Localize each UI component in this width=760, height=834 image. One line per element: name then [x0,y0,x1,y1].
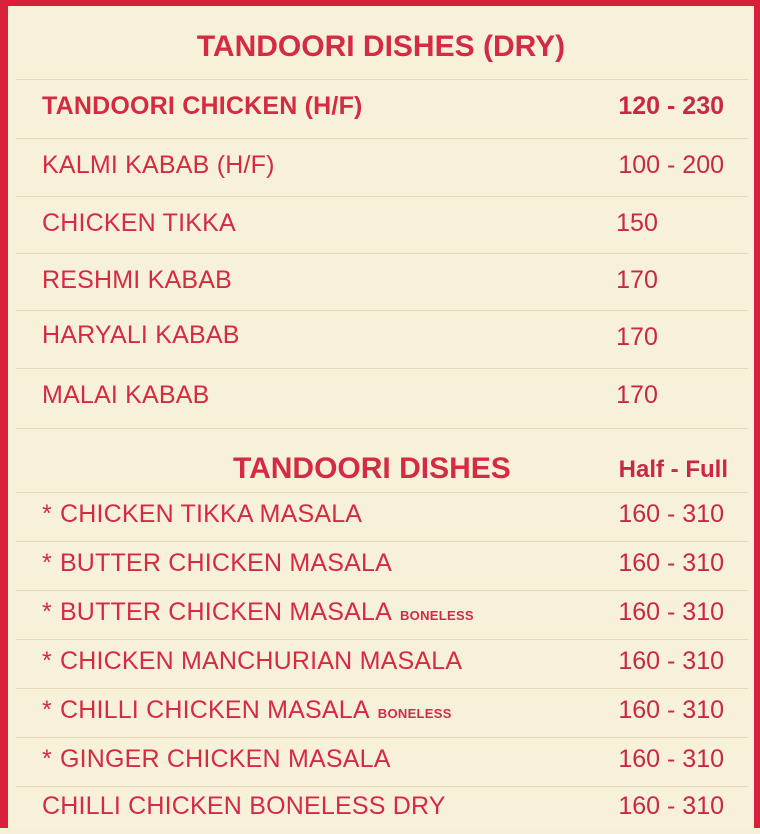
menu-item [16,690,748,736]
divider [16,541,748,542]
price-header: Half - Full [618,456,728,483]
menu-item [16,82,748,138]
item-price: 170 [616,381,658,409]
item-price: 160 - 310 [618,598,724,626]
item-name [42,500,362,529]
item-name: HARYALI KABAB [42,321,240,349]
divider [16,688,748,689]
bullet: * [42,745,52,773]
divider [16,196,748,197]
item-price: 160 - 310 [618,549,724,577]
item-price: 150 [616,209,658,237]
divider [16,310,748,311]
item-price: 170 [616,323,658,351]
item-price: 160 - 310 [618,696,724,724]
menu-item [16,543,748,589]
menu-item [16,788,748,834]
item-price: 160 - 310 [618,500,724,528]
item-name: RESHMI KABAB [42,266,232,294]
divider [16,737,748,738]
item-price: 160 - 310 [618,792,724,820]
item-name: TANDOORI CHICKEN (H/F) [42,92,363,120]
menu-item [16,371,748,427]
bullet: * [42,549,52,577]
divider [16,786,748,787]
divider [16,138,748,139]
divider [16,79,748,80]
item-name: CHILLI CHICKEN BONELESS DRY [42,792,446,820]
divider [16,368,748,369]
menu-item [16,592,748,638]
menu-item [16,494,748,540]
divider [16,492,748,493]
bullet: * [42,500,52,528]
item-label: CHILLI CHICKEN MASALA [59,696,370,724]
item-name: MALAI KABAB [42,381,210,409]
item-name: CHICKEN TIKKA [42,209,236,237]
menu-item [16,739,748,785]
item-label: BUTTER CHICKEN MASALA [59,598,392,626]
item-label: CHICKEN MANCHURIAN MASALA [59,647,463,675]
bullet: * [42,598,52,626]
item-name [42,696,452,725]
menu-item [16,141,748,197]
item-name [42,549,392,578]
section-title-dry: TANDOORI DISHES (DRY) [196,30,566,63]
divider [16,253,748,254]
item-price: 170 [616,266,658,294]
menu-item [16,641,748,687]
item-name [42,745,391,774]
item-price: 120 - 230 [618,92,724,120]
item-name [42,598,474,627]
divider [16,428,748,429]
bullet: * [42,696,52,724]
menu-item [16,313,748,369]
bullet: * [42,647,52,675]
item-name: KALMI KABAB (H/F) [42,151,275,179]
item-label: BUTTER CHICKEN MASALA [59,549,392,577]
section-title-tandoori: TANDOORI DISHES [233,452,511,485]
divider [16,639,748,640]
item-name [42,647,462,676]
menu-item [16,256,748,312]
item-price: 160 - 310 [618,745,724,773]
item-label: CHICKEN TIKKA MASALA [59,500,363,528]
boneless-note: BONELESS [399,608,474,623]
boneless-note: BONELESS [377,706,452,721]
item-label: GINGER CHICKEN MASALA [59,745,391,773]
item-price: 160 - 310 [618,647,724,675]
divider [16,590,748,591]
item-price: 100 - 200 [618,151,724,179]
menu-item [16,199,748,255]
